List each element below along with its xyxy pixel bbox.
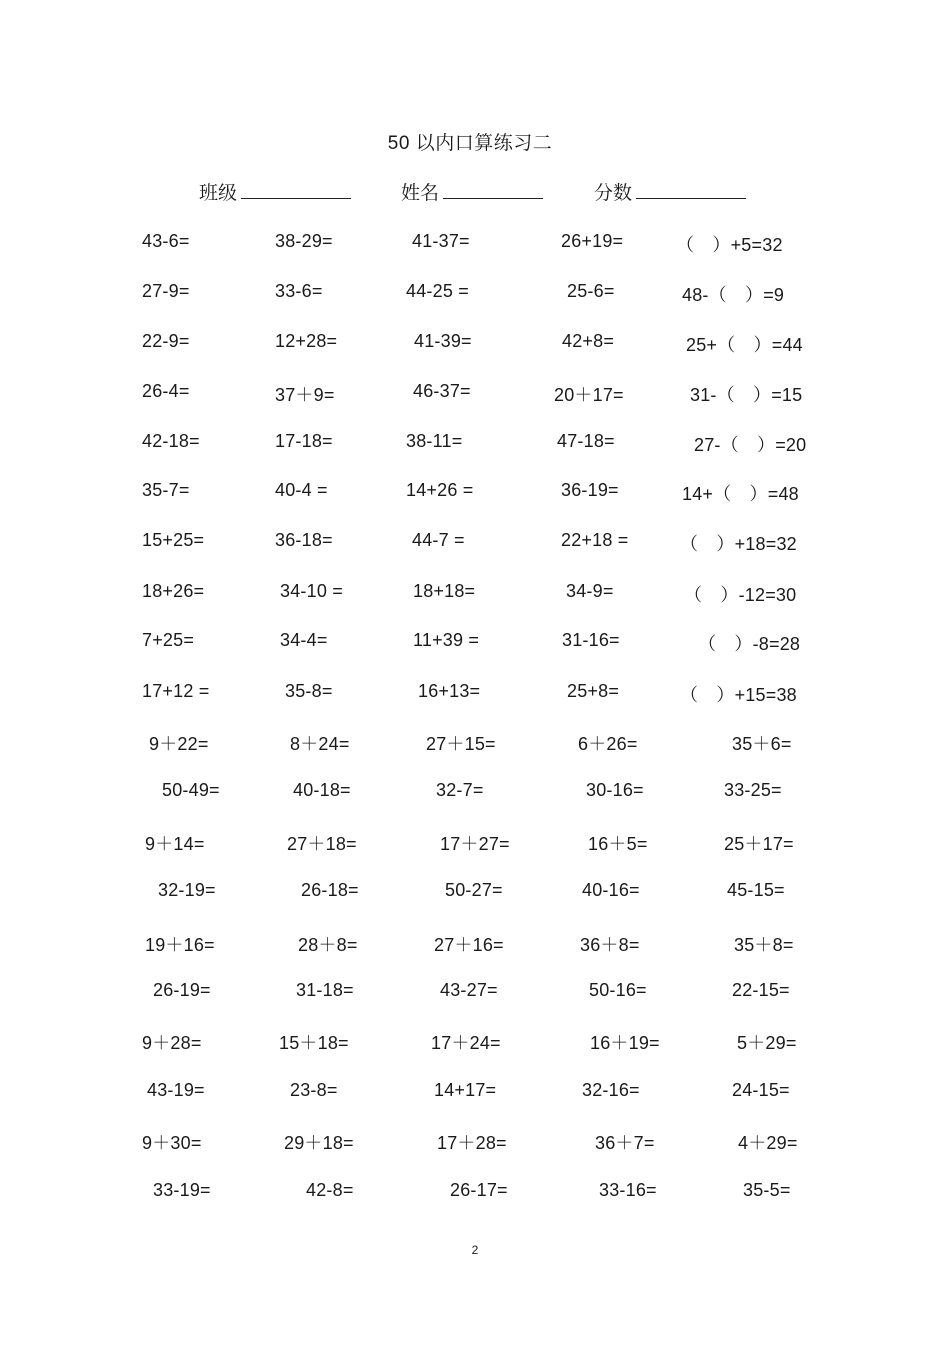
score-field (594, 178, 746, 205)
arithmetic-problem: 45-15= (727, 880, 785, 900)
arithmetic-problem: 35-7= (142, 480, 190, 500)
arithmetic-problem: 27-9= (142, 281, 190, 301)
problem-row (0, 331, 950, 357)
arithmetic-problem: 22+18 = (561, 530, 629, 550)
arithmetic-problem: 35＋6= (732, 734, 792, 754)
arithmetic-problem: 27＋18= (287, 834, 357, 854)
arithmetic-problem: 9＋22= (149, 734, 209, 754)
name-field (401, 178, 543, 205)
problem-row (0, 1080, 950, 1106)
worksheet-title: 50 以内口算练习二 (387, 133, 553, 154)
arithmetic-problem: 34-10 = (280, 581, 343, 601)
problem-row (0, 480, 950, 506)
class-label: 班级 (199, 183, 238, 204)
arithmetic-problem: 40-4 = (275, 480, 328, 500)
arithmetic-problem: 22-15= (732, 980, 790, 1000)
arithmetic-problem: 14+26 = (406, 480, 474, 500)
arithmetic-problem: 14+17= (434, 1080, 497, 1100)
arithmetic-problem: 41-37= (412, 231, 470, 251)
arithmetic-problem: 17＋28= (437, 1133, 507, 1153)
arithmetic-problem: （ ）+5=32 (676, 235, 783, 255)
class-field (199, 178, 351, 205)
arithmetic-problem: 47-18= (557, 431, 615, 451)
class-blank-line (241, 180, 351, 199)
arithmetic-problem: 42-8= (306, 1180, 354, 1200)
arithmetic-problem: 33-16= (599, 1180, 657, 1200)
arithmetic-problem: 17+12 = (142, 681, 210, 701)
arithmetic-problem: 6＋26= (578, 734, 638, 754)
arithmetic-problem: 5＋29= (737, 1033, 797, 1053)
arithmetic-problem: 34-9= (566, 581, 614, 601)
arithmetic-problem: 37＋9= (275, 385, 335, 405)
arithmetic-problem: 32-7= (436, 780, 484, 800)
problem-row (0, 381, 950, 407)
arithmetic-problem: 36＋8= (580, 935, 640, 955)
arithmetic-problem: 11+39 = (413, 630, 480, 650)
problem-row (0, 730, 950, 756)
arithmetic-problem: 27＋16= (434, 935, 504, 955)
arithmetic-problem: 38-11= (406, 431, 463, 451)
arithmetic-problem: 43-6= (142, 231, 190, 251)
problem-row (0, 931, 950, 957)
arithmetic-problem: 42+8= (562, 331, 615, 351)
arithmetic-problem: 14+（ ）=48 (682, 484, 799, 504)
arithmetic-problem: 44-25 = (406, 281, 469, 301)
score-blank-line (636, 180, 746, 199)
arithmetic-problem: 7+25= (142, 630, 195, 650)
arithmetic-problem: 25+（ ）=44 (686, 335, 803, 355)
arithmetic-problem: 25＋17= (724, 834, 794, 854)
arithmetic-problem: 8＋24= (290, 734, 350, 754)
arithmetic-problem: 29＋18= (284, 1133, 354, 1153)
name-label: 姓名 (401, 183, 440, 204)
problem-row (0, 681, 950, 707)
problem-row (0, 1029, 950, 1055)
score-label: 分数 (594, 183, 633, 204)
arithmetic-problem: 26-17= (450, 1180, 508, 1200)
arithmetic-problem: 16＋5= (588, 834, 648, 854)
arithmetic-problem: 25+8= (567, 681, 620, 701)
problem-row (0, 630, 950, 656)
page-number: 2 (471, 1243, 479, 1257)
arithmetic-problem: 18+26= (142, 581, 205, 601)
arithmetic-problem: 17＋24= (431, 1033, 501, 1053)
arithmetic-problem: 50-16= (589, 980, 647, 1000)
arithmetic-problem: 40-16= (582, 880, 640, 900)
arithmetic-problem: 17-18= (275, 431, 333, 451)
arithmetic-problem: 16+13= (418, 681, 481, 701)
arithmetic-problem: 50-27= (445, 880, 503, 900)
arithmetic-problem: 24-15= (732, 1080, 790, 1100)
arithmetic-problem: 36＋7= (595, 1133, 655, 1153)
arithmetic-problem: 32-16= (582, 1080, 640, 1100)
arithmetic-problem: 31-16= (562, 630, 620, 650)
arithmetic-problem: 31-（ ）=15 (690, 385, 803, 405)
arithmetic-problem: 42-18= (142, 431, 200, 451)
arithmetic-problem: 41-39= (414, 331, 472, 351)
arithmetic-problem: 35-5= (743, 1180, 791, 1200)
arithmetic-problem: 18+18= (413, 581, 476, 601)
arithmetic-problem: （ ）-8=28 (698, 634, 801, 654)
arithmetic-problem: 48-（ ）=9 (682, 285, 785, 305)
arithmetic-problem: 40-18= (293, 780, 351, 800)
arithmetic-problem: 34-4= (280, 630, 328, 650)
arithmetic-problem: 27-（ ）=20 (694, 435, 807, 455)
arithmetic-problem: 26-19= (153, 980, 211, 1000)
arithmetic-problem: 9＋14= (145, 834, 205, 854)
arithmetic-problem: 50-49= (162, 780, 220, 800)
arithmetic-problem: 33-6= (275, 281, 323, 301)
arithmetic-problem: 32-19= (158, 880, 216, 900)
arithmetic-problem: 26-4= (142, 381, 190, 401)
arithmetic-problem: 36-19= (561, 480, 619, 500)
arithmetic-problem: （ ）-12=30 (684, 585, 797, 605)
arithmetic-problem: 33-19= (153, 1180, 211, 1200)
arithmetic-problem: 16＋19= (590, 1033, 660, 1053)
problem-row (0, 530, 950, 556)
arithmetic-problem: 43-19= (147, 1080, 205, 1100)
problem-row (0, 431, 950, 457)
arithmetic-problem: 33-25= (724, 780, 782, 800)
problem-row (0, 830, 950, 856)
problem-row (0, 980, 950, 1006)
arithmetic-problem: 22-9= (142, 331, 190, 351)
problem-row (0, 231, 950, 257)
arithmetic-problem: 31-18= (296, 980, 354, 1000)
arithmetic-problem: （ ）+15=38 (680, 685, 797, 705)
arithmetic-problem: 26+19= (561, 231, 624, 251)
arithmetic-problem: 4＋29= (738, 1133, 798, 1153)
arithmetic-problem: （ ）+18=32 (680, 534, 797, 554)
problem-row (0, 780, 950, 806)
arithmetic-problem: 19＋16= (145, 935, 215, 955)
arithmetic-problem: 35-8= (285, 681, 333, 701)
arithmetic-problem: 35＋8= (734, 935, 794, 955)
arithmetic-problem: 26-18= (301, 880, 359, 900)
problem-row (0, 1129, 950, 1155)
arithmetic-problem: 28＋8= (298, 935, 358, 955)
arithmetic-problem: 15＋18= (279, 1033, 349, 1053)
arithmetic-problem: 9＋30= (142, 1133, 202, 1153)
arithmetic-problem: 44-7 = (412, 530, 465, 550)
arithmetic-problem: 25-6= (567, 281, 615, 301)
arithmetic-problem: 12+28= (275, 331, 338, 351)
arithmetic-problem: 30-16= (586, 780, 644, 800)
arithmetic-problem: 23-8= (290, 1080, 338, 1100)
arithmetic-problem: 46-37= (413, 381, 471, 401)
arithmetic-problem: 9＋28= (142, 1033, 202, 1053)
problem-row (0, 281, 950, 307)
arithmetic-problem: 43-27= (440, 980, 498, 1000)
problem-row (0, 1180, 950, 1206)
name-blank-line (443, 180, 543, 199)
arithmetic-problem: 20＋17= (554, 385, 624, 405)
arithmetic-problem: 27＋15= (426, 734, 496, 754)
arithmetic-problem: 38-29= (275, 231, 333, 251)
problem-row (0, 880, 950, 906)
arithmetic-problem: 17＋27= (440, 834, 510, 854)
arithmetic-problem: 15+25= (142, 530, 205, 550)
problem-row (0, 581, 950, 607)
arithmetic-problem: 36-18= (275, 530, 333, 550)
